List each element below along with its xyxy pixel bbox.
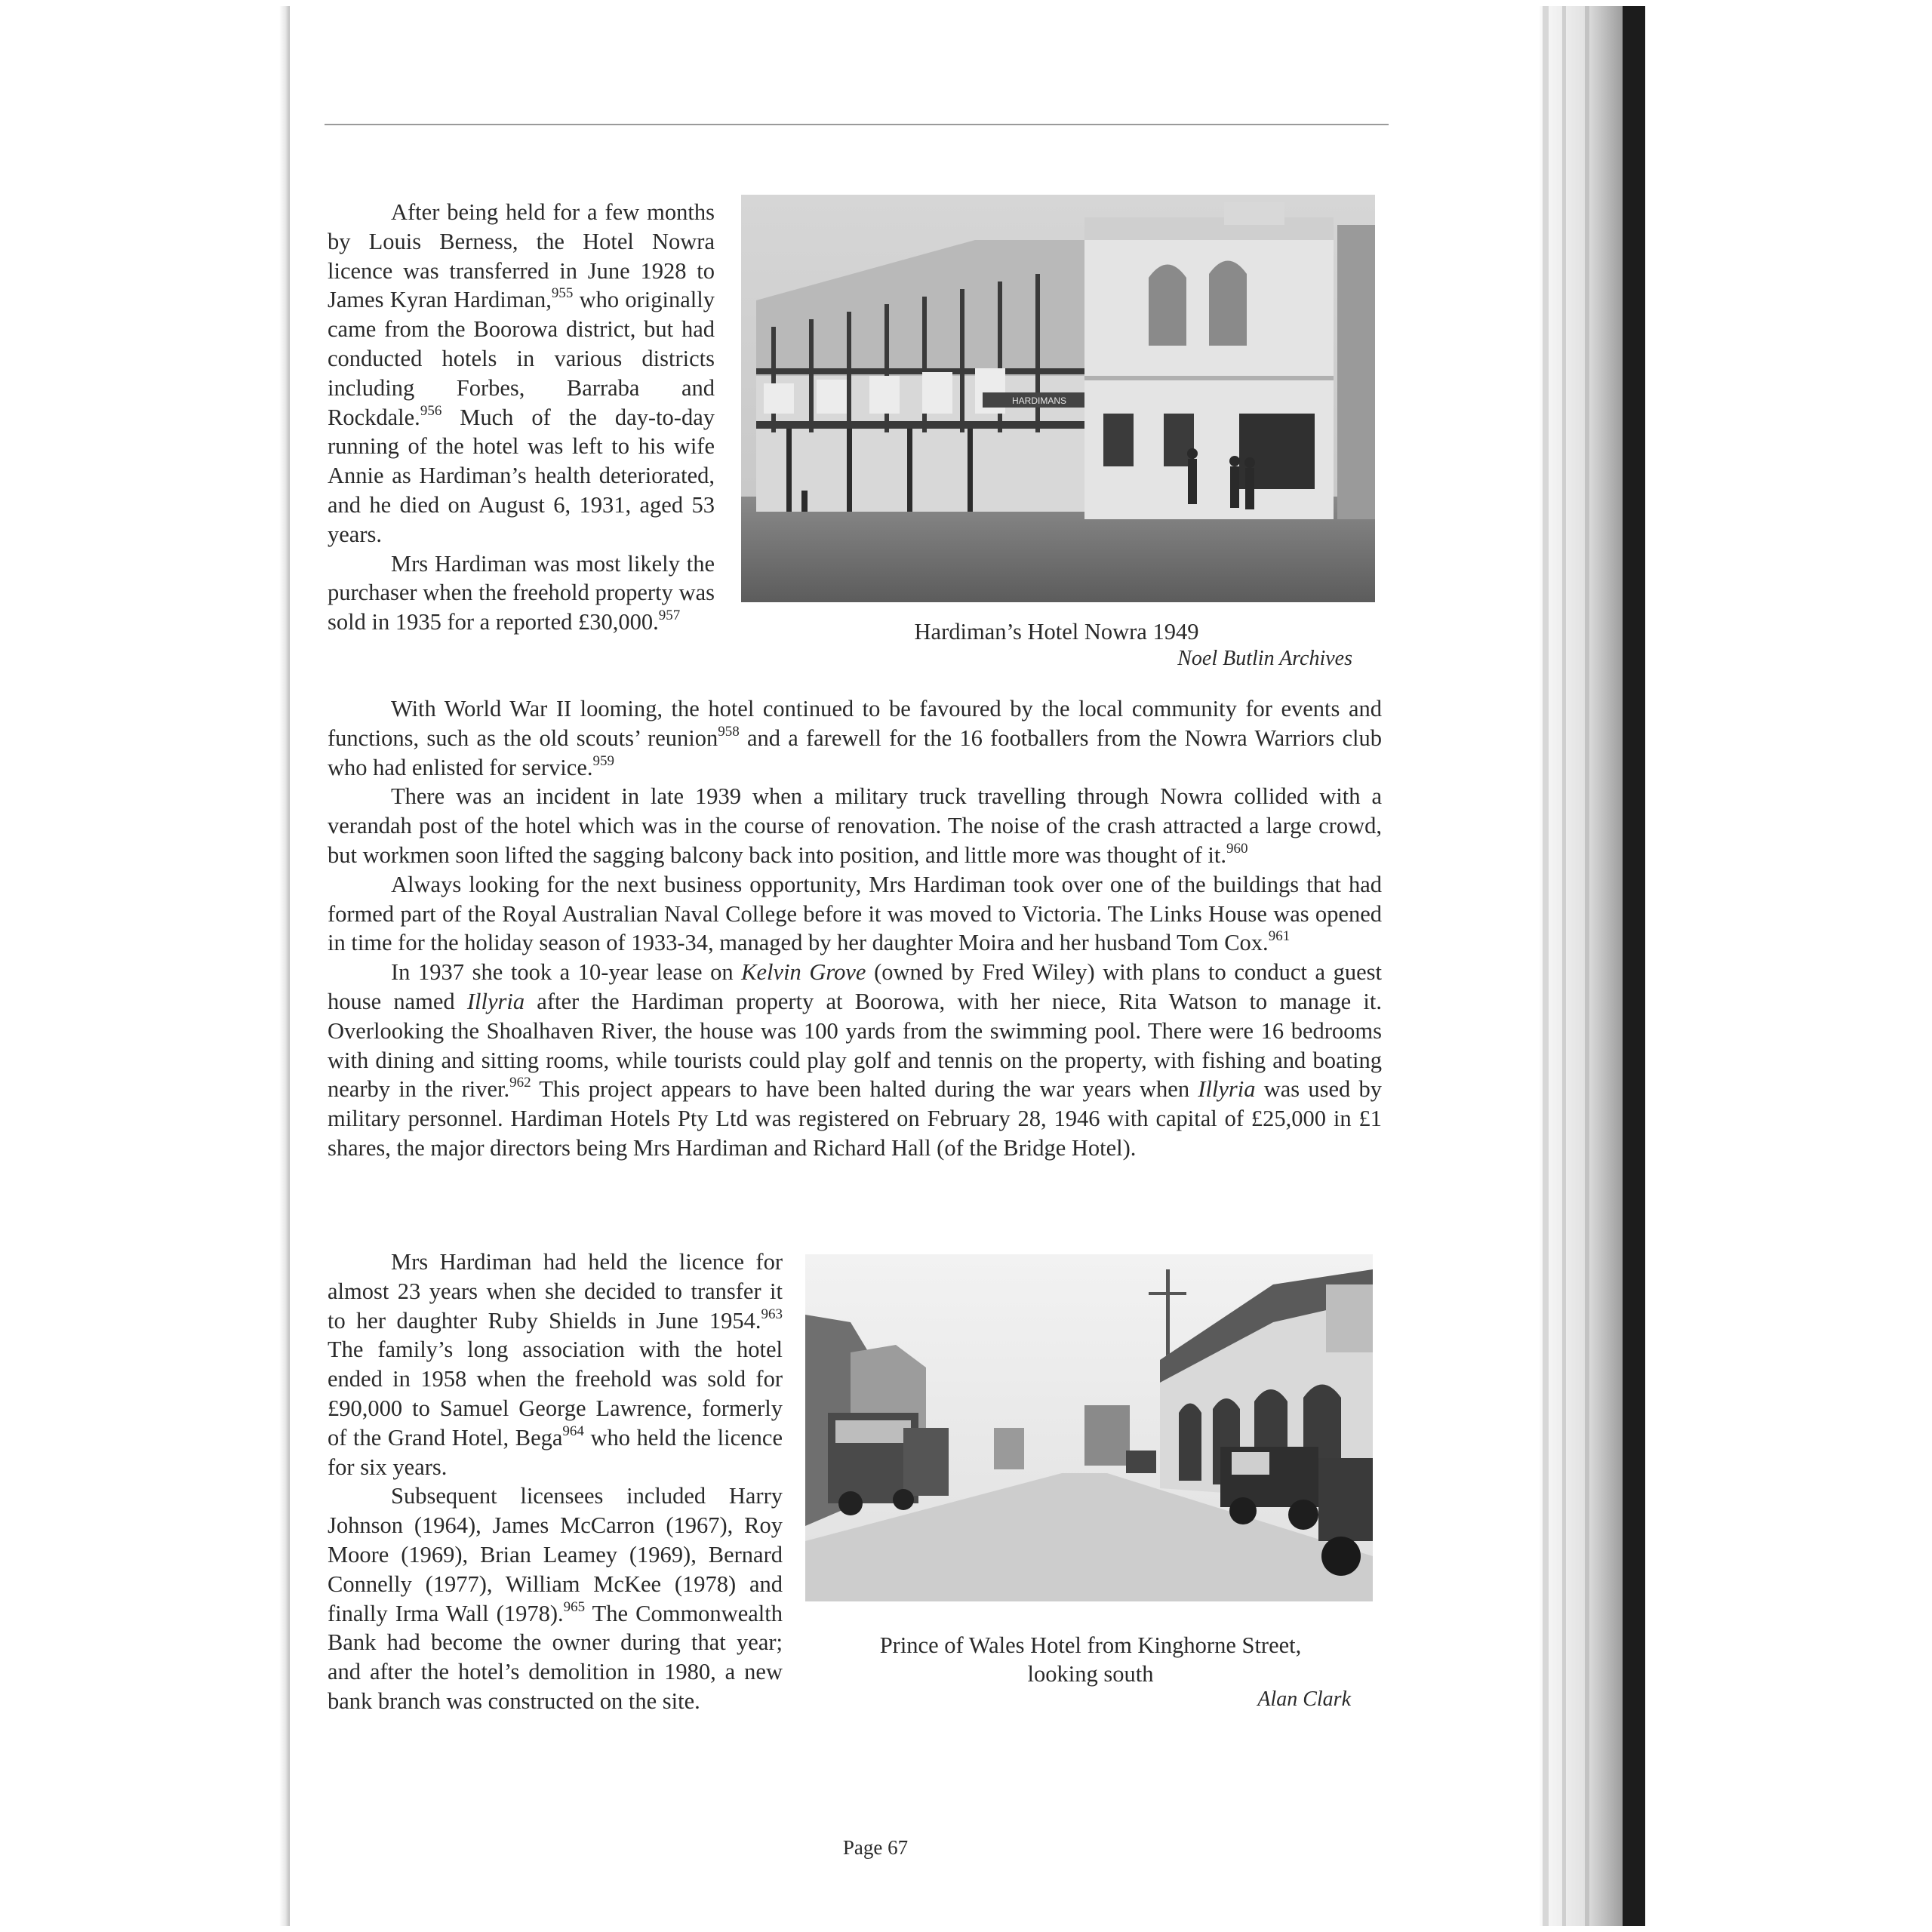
photo-credit: Noel Butlin Archives: [1177, 647, 1352, 670]
figure-caption: Prince of Wales Hotel from Kinghorne Street, looking south: [879, 1632, 1302, 1687]
footnote-ref[interactable]: 965: [563, 1598, 586, 1615]
hotel-sign: HARDIMANS: [1011, 395, 1067, 406]
paragraph: There was an incident in late 1939 when a military truck travelling through Nowra collided with a verandah post of the hotel which was in the course of renovation. The noise of the crash attracted a large crowd, but workmen soon lifted the sagging balcony back into position, and little more was thought of it.$^{960}$: [328, 783, 1382, 868]
text-main: [328, 694, 1382, 1163]
header-rule: [325, 124, 1389, 125]
text-column-bottom: [328, 1247, 783, 1716]
footnote-ref[interactable]: 957: [658, 608, 681, 624]
footnote-ref[interactable]: 958: [718, 723, 740, 740]
paragraph: Mrs Hardiman was most likely the purchaser when the freehold property was sold in 1935 for a reported £30,000.$^{957}$: [328, 550, 715, 635]
paragraph: With World War II looming, the hotel continued to be favoured by the local community for events and functions, such as the old scouts’ reunion$^{958}$ and a farewell for the 16 footballers from the Nowra Warriors club who had enlisted for service.$^{959}$: [328, 696, 1383, 780]
footnote-ref[interactable]: 960: [1226, 840, 1248, 857]
paragraph: Mrs Hardiman had held the licence for almost 23 years when she decided to transfer it to her daughter Ruby Shields in June 1954.$^{963}$ The family’s long association with the hotel ended in 1958 when the freehold was sold for £90,000 to Samuel George Lawrence, formerly of the Grand Hotel, Bega$^{964}$ who held the licence for six years.: [328, 1249, 783, 1480]
photo-credit: Alan Clark: [1257, 1687, 1351, 1711]
footnote-ref[interactable]: 963: [761, 1306, 783, 1322]
footnote-ref[interactable]: 959: [592, 752, 614, 769]
footnote-ref[interactable]: 964: [562, 1423, 584, 1439]
figure-caption: Hardiman’s Hotel Nowra 1949: [914, 619, 1199, 645]
hardimans-hotel-photo: [741, 195, 1375, 602]
text-column-top: [328, 198, 715, 637]
paragraph: Always looking for the next business opportunity, Mrs Hardiman took over one of the buildings that had formed part of the Royal Australian Naval College before it was moved to Victoria. The Links House was opened in time for the holiday season of 1933-34, managed by her daughter Moira and her husband Tom Cox.$^{961}$: [328, 871, 1382, 956]
page-number: Page 67: [842, 1836, 909, 1859]
paragraph: Subsequent licensees included Harry Johnson (1964), James McCarron (1967), Roy Moore (1969), Brian Leamey (1969), Bernard Connelly (1977), William McKee (1978) and finally Irma Wall (1978).$^{965}$ The Commonwealth Bank had become the owner during that year; and after the hotel’s demolition in 1980, a new bank branch was constructed on the site.: [328, 1483, 783, 1714]
prince-of-wales-hotel-photo: [805, 1254, 1373, 1601]
paragraph: In 1937 she took a 10-year lease on Kelvin Grove (owned by Fred Wiley) with plans to conduct a guest house named Illyria after the Hardiman property at Boorowa, with her niece, Rita Watson to manage it. Overlooking the Shoalhaven River, the house was 100 yards from the swimming pool. There were 16 bedrooms with dining and sitting rooms, while tourists could play golf and tennis on the property, with fishing and boating nearby in the river.$^{962}$ This project appears to have been halted during the war years when Illyria was used by military personnel. Hardiman Hotels Pty Ltd was registered on February 28, 1946 with capital of £25,000 in £1 shares, the major directors being Mrs Hardiman and Richard Hall (of the Bridge Hotel).: [328, 959, 1383, 1161]
footnote-ref[interactable]: 956: [420, 402, 442, 419]
footnote-ref[interactable]: 962: [509, 1075, 531, 1091]
paragraph: After being held for a few months by Louis Berness, the Hotel Nowra licence was transferred in June 1928 to James Kyran Hardiman,$^{955}$ who originally came from the Boorowa district, but had conducted hotels in various districts including Forbes, Barraba and Rockdale.$^{956}$ Much of the day-to-day running of the hotel was left to his wife Annie as Hardiman’s health deteriorated, and he died on August 6, 1931, aged 53 years.: [328, 199, 715, 547]
footnote-ref[interactable]: 955: [551, 285, 574, 302]
footnote-ref[interactable]: 961: [1268, 928, 1291, 945]
